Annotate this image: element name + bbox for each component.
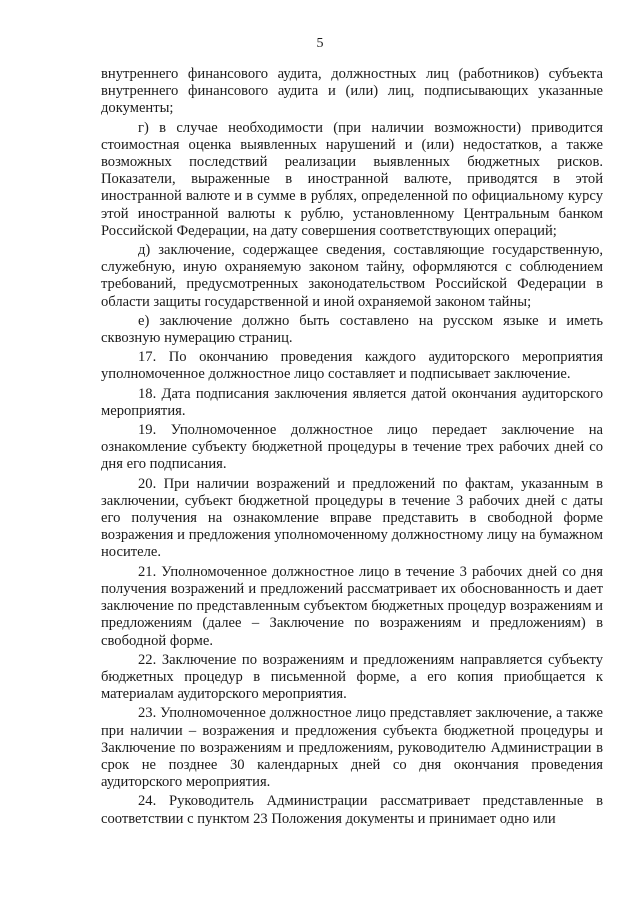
paragraph-e: е) заключение должно быть составлено на русском языке и иметь сквозную нумерацию страниц. (101, 312, 603, 347)
page-number: 5 (316, 36, 324, 51)
paragraph-24: 24. Руководитель Администрации рассматривает представленные в соответствии с пунктом 23 Положения документы и принимает одно или (101, 793, 603, 827)
paragraph-18: 18. Дата подписания заключения является датой окончания аудиторского мероприятия. (101, 385, 603, 419)
paragraph-17: 17. По окончанию проведения каждого аудиторского мероприятия уполномоченное должностное лицо составляет и подписывает заключение. (101, 349, 603, 383)
document-body (101, 66, 603, 828)
paragraph-22: 22. Заключение по возражениям и предложениям направляется субъекту бюджетных процедур в письменной форме, а его копия приобщается к материалам аудиторского мероприятия. (101, 651, 603, 703)
paragraph-d: д) заключение, содержащее сведения, составляющие государственную, служебную, иную охраняемую законом тайну, оформляются с соблюдением требований, предусмотренных законодательством Российской Федерации в области защиты государственной и иной охраняемой законом тайны; (101, 242, 603, 310)
paragraph-continuation: внутреннего финансового аудита, должностных лиц (работников) субъекта внутреннего финансового аудита и (или) лиц, подписывающих указанные документы; (101, 66, 603, 117)
paragraph-19: 19. Уполномоченное должностное лицо передает заключение на ознакомление субъекту бюджетной процедуры в течение трех рабочих дней со дня его подписания. (101, 422, 603, 473)
paragraph-23: 23. Уполномоченное должностное лицо представляет заключение, а также при наличии – возражения и предложения субъекта бюджетной процедуры и Заключение по возражениям и предложениям, руководителю Администрации в срок не позднее 30 календарных дней со дня окончания проведения аудиторского мероприятия. (101, 705, 603, 791)
paragraph-g: г) в случае необходимости (при наличии возможности) приводится стоимостная оценка выявленных нарушений и (или) недостатков, а также возможных последствий реализации выявленных бюджетных рисков. Показатели, выраженные в иностранной валюте, приводятся в этой иностранной валюте и в сумме в рублях, определенной по официальному курсу этой иностранной валюты к рублю, установленному Центральным банком Российской Федерации, на дату совершения соответствующих операций; (101, 119, 603, 239)
paragraph-21: 21. Уполномоченное должностное лицо в течение 3 рабочих дней со дня получения возражений и предложений рассматривает их обоснованность и дает заключение по представленным субъектом бюджетных процедур возражениям и предложениям (далее – Заключение по возражениям и предложениям) в свободной форме. (101, 563, 603, 649)
paragraph-20: 20. При наличии возражений и предложений по фактам, указанным в заключении, субъект бюджетной процедуры в течение 3 рабочих дней с даты его получения на ознакомление вправе представить в свободной форме возражения и предложения уполномоченному должностному лицу на бумажном носителе. (101, 475, 603, 561)
